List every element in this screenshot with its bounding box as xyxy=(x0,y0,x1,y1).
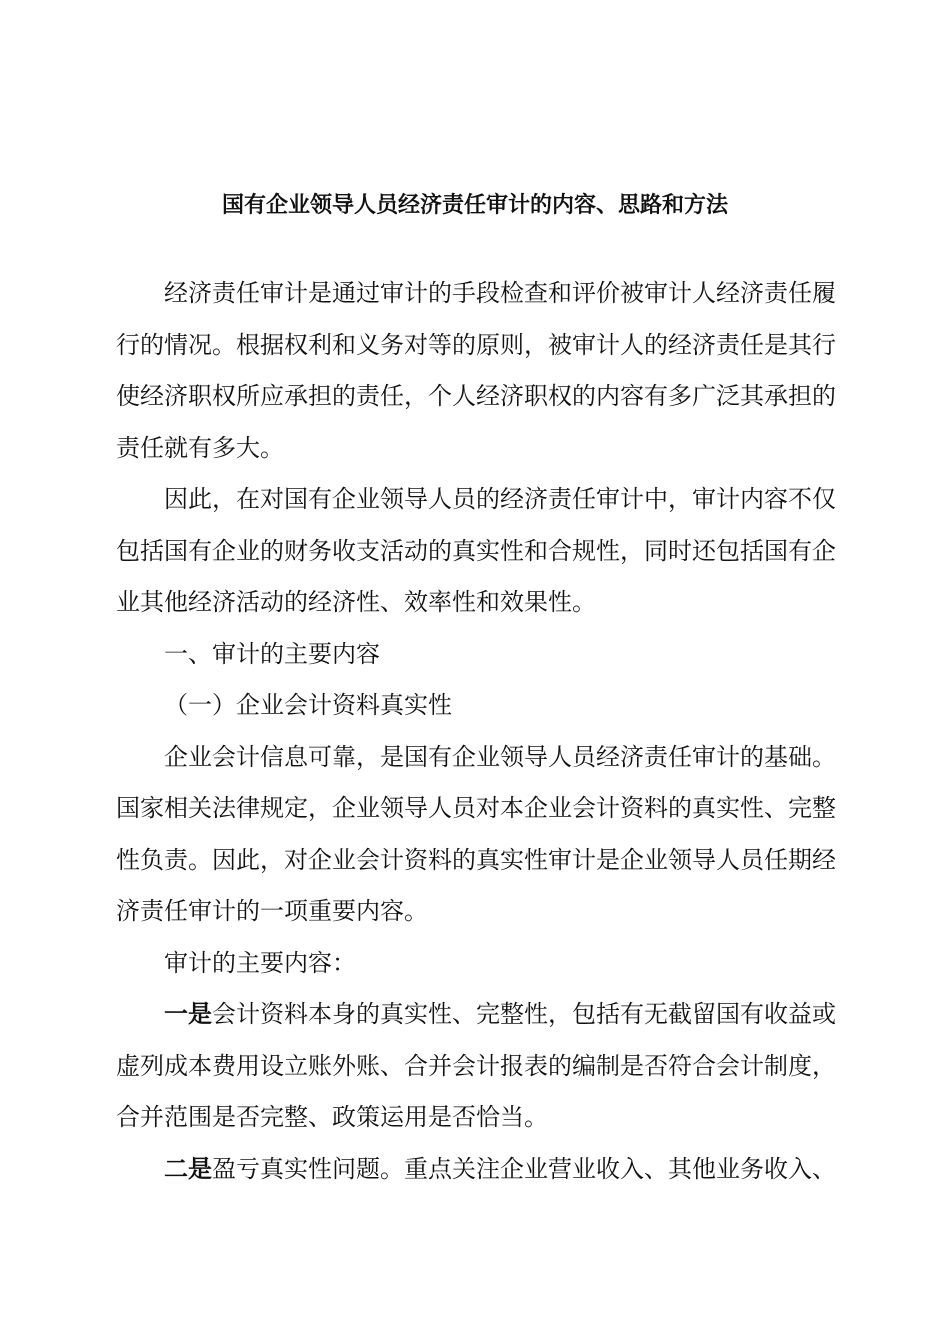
paragraph-text: 经济责任审计是通过审计的手段检查和评价被审计人经济责任履行的情况。根据权利和义务对等的原则，被审计人的经济责任是其行使经济职权所应承担的责任，个人经济职权的内容有多广泛其承担的责任就有多大。 xyxy=(116,279,836,462)
paragraph-text: 一、审计的主要内容 xyxy=(164,639,380,668)
paragraph xyxy=(116,732,836,938)
paragraph-text: （一）企业会计资料真实性 xyxy=(164,691,452,719)
paragraph xyxy=(116,1144,836,1196)
document-title: 国有企业领导人员经济责任审计的内容、思路和方法 xyxy=(221,193,728,218)
paragraph-text: 审计的主要内容： xyxy=(164,948,356,977)
paragraph-lead: 一是 xyxy=(164,1000,212,1028)
paragraph xyxy=(116,474,836,629)
subsection-heading xyxy=(116,680,836,732)
paragraph-text: 企业会计信息可靠，是国有企业领导人员经济责任审计的基础。国家相关法律规定，企业领导人员对本企业会计资料的真实性、完整性负责。因此，对企业会计资料的真实性审计是企业领导人员任期经济责任审计的一项重要内容。 xyxy=(116,742,836,925)
paragraph-text: 因此，在对国有企业领导人员的经济责任审计中，审计内容不仅包括国有企业的财务收支活动的真实性和合规性，同时还包括国有企业其他经济活动的经济性、效率性和效果性。 xyxy=(116,485,836,616)
document-body xyxy=(116,268,836,1195)
paragraph-text: 会计资料本身的真实性、完整性，包括有无截留国有收益或虚列成本费用设立账外账、合并会计报表的编制是否符合会计制度，合并范围是否完整、政策运用是否恰当。 xyxy=(116,1000,836,1131)
paragraph xyxy=(116,938,836,990)
paragraph-text: 盈亏真实性问题。重点关注企业营业收入、其他业务收入、 xyxy=(212,1154,836,1183)
paragraph xyxy=(116,268,836,474)
paragraph xyxy=(116,989,836,1144)
paragraph-lead: 二是 xyxy=(164,1154,212,1183)
section-heading xyxy=(116,629,836,681)
